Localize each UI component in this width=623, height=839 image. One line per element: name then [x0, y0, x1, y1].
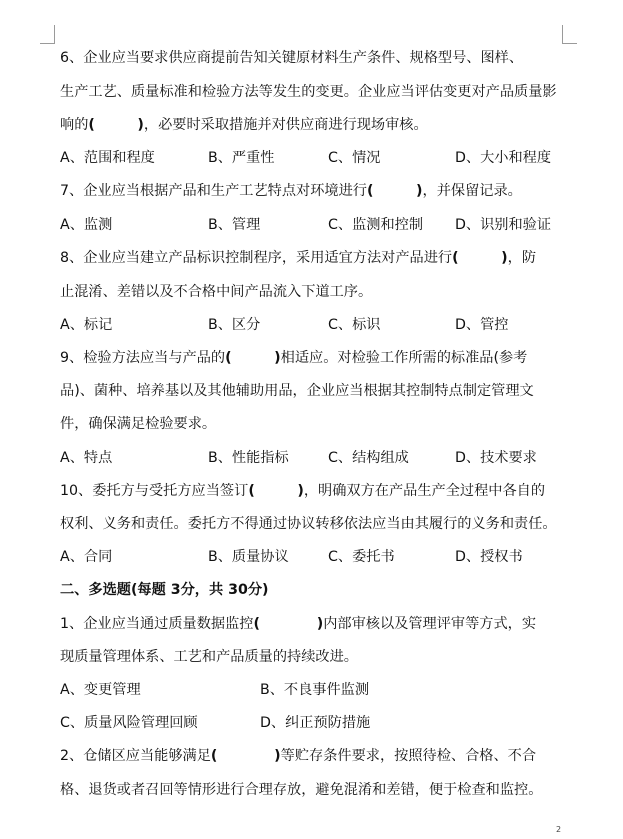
question-line: [60, 746, 575, 766]
question-text: 格、退货或者召回等情形进行合理存放，避免混淆和差错，便于检查和监控。: [60, 782, 543, 798]
question-line: [60, 248, 575, 268]
option-c: C、情况: [328, 150, 381, 166]
question-text: 品)、菌种、培养基以及其他辅助用品，企业应当根据其控制特点制定管理文: [60, 383, 534, 399]
question-text: 6、企业应当要求供应商提前告知关键原材料生产条件、规格型号、图样、: [60, 50, 524, 66]
option-c: C、质量风险管理回顾: [60, 715, 198, 731]
option-d: D、大小和程度: [455, 150, 552, 166]
answer-blank: ( ): [253, 616, 324, 632]
page-corner-mark-right: [562, 25, 577, 44]
option-c: C、标识: [328, 317, 381, 333]
question-line: [60, 282, 575, 302]
option-b: B、不良事件监测: [260, 682, 370, 698]
question-line: [60, 614, 575, 634]
question-line: [60, 48, 575, 68]
question-text: 8、企业应当建立产品标识控制程序，采用适宜方法对产品进行: [60, 250, 453, 266]
option-a: A、范围和程度: [60, 150, 155, 166]
option-b: B、管理: [208, 217, 261, 233]
option-b: B、性能指标: [208, 450, 289, 466]
question-text: 2、仓储区应当能够满足: [60, 748, 211, 764]
option-a: A、变更管理: [60, 682, 141, 698]
question-text: 1、企业应当通过质量数据监控: [60, 616, 254, 632]
question-line: [60, 348, 575, 368]
question-line: [60, 181, 575, 201]
option-a: A、标记: [60, 317, 113, 333]
question-text: ，明确双方在产品生产全过程中各自的: [303, 483, 546, 499]
option-d: D、授权书: [455, 549, 523, 565]
answer-blank: ( ): [88, 117, 144, 133]
option-b: B、区分: [208, 317, 261, 333]
option-a: A、合同: [60, 549, 113, 565]
option-a: A、监测: [60, 217, 113, 233]
answer-blank: ( ): [210, 748, 281, 764]
question-text: 9、检验方法应当与产品的: [60, 350, 226, 366]
question-line: [60, 115, 575, 135]
option-c: C、监测和控制: [328, 217, 424, 233]
option-c: C、结构组成: [328, 450, 409, 466]
question-text: 10、委托方与受托方应当签订: [60, 483, 249, 499]
question-text: 现质量管理体系、工艺和产品质量的持续改进。: [60, 649, 358, 665]
question-text: ，必要时采取措施并对供应商进行现场审核。: [143, 117, 428, 133]
question-line: [60, 82, 575, 102]
page-number: 2: [556, 825, 562, 834]
option-d: D、管控: [455, 317, 509, 333]
question-text: 止混淆、差错以及不合格中间产品流入下道工序。: [60, 284, 373, 300]
option-d: D、识别和验证: [455, 217, 552, 233]
option-b: B、质量协议: [208, 549, 289, 565]
question-text: ，防: [507, 250, 537, 266]
option-b: B、严重性: [208, 150, 275, 166]
answer-blank: ( ): [248, 483, 304, 499]
question-text: 相适应。对检验工作所需的标准品(参考: [280, 350, 528, 366]
question-text: ，并保留记录。: [422, 183, 522, 199]
question-text: 响的: [60, 117, 89, 133]
option-a: A、特点: [60, 450, 113, 466]
option-c: C、委托书: [328, 549, 395, 565]
question-line: [60, 780, 575, 800]
answer-blank: ( ): [452, 250, 508, 266]
question-text: 生产工艺、质量标准和检验方法等发生的变更。企业应当评估变更对产品质量影: [60, 84, 557, 100]
question-text: 等贮存条件要求，按照待检、合格、不合: [280, 748, 537, 764]
question-line: [60, 381, 575, 401]
question-text: 权利、义务和责任。委托方不得通过协议转移依法应当由其履行的义务和责任。: [60, 516, 557, 532]
question-text: 件，确保满足检验要求。: [60, 416, 217, 432]
question-line: [60, 414, 575, 434]
option-d: D、纠正预防措施: [260, 715, 371, 731]
question-line: [60, 647, 575, 667]
question-text: 内部审核以及管理评审等方式，实: [323, 616, 537, 632]
option-d: D、技术要求: [455, 450, 537, 466]
question-text: 7、企业应当根据产品和生产工艺特点对环境进行: [60, 183, 367, 199]
answer-blank: ( ): [366, 183, 423, 199]
question-line: [60, 481, 575, 501]
section-heading: 二、多选题(每题 3分，共 30分): [60, 582, 269, 598]
answer-blank: ( ): [225, 350, 281, 366]
page-corner-mark-left: [40, 25, 55, 44]
question-line: [60, 514, 575, 534]
